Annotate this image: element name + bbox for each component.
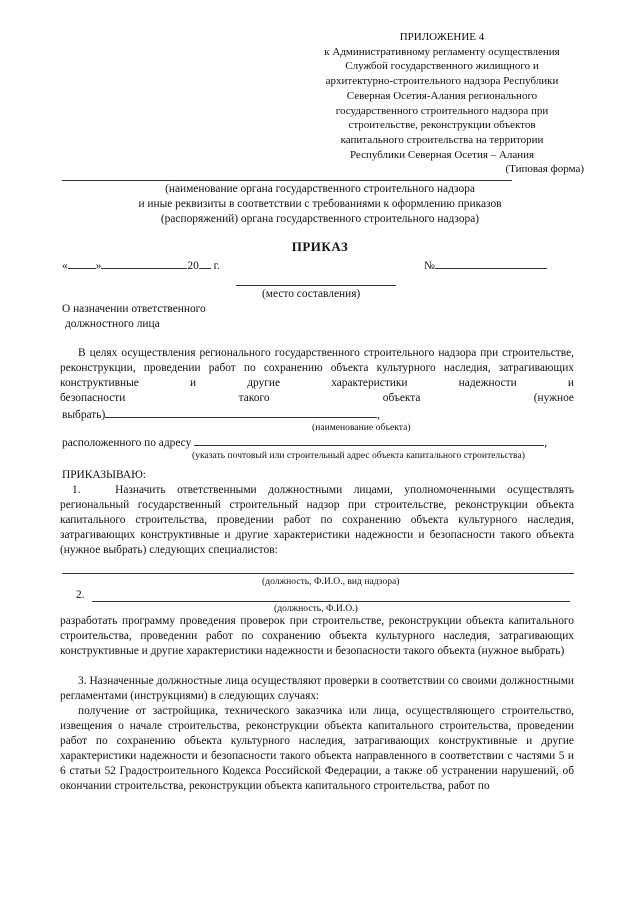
item1-paragraph — [60, 483, 574, 558]
subject-line: О назначении ответственного — [62, 303, 206, 315]
safety-word: объекта — [382, 392, 421, 404]
item1-text: Назначить ответственными должностными лицами, уполномоченными осуществлять региональный государственный строительный надзор при строительстве, реконструкции объекта капитального строительства, проведении работ по сохранению объекта культурного наследия, затрагивающих конструктивные и другие характеристики надежности и безопасности такого объекта (нужное выбрать) следующих специалистов: — [60, 484, 575, 556]
appendix-header — [300, 30, 584, 177]
intro-paragraph: В целях осуществления регионального государственного строительного надзора при строительстве, реконструкции, проведении работ по сохранению объекта культурного наследия, затрагивающих конструктивные и другие характеристики надежности и — [60, 347, 574, 389]
appendix-line: Службой государственного жилищного и — [345, 60, 539, 73]
place-caption: (место составления) — [262, 288, 361, 300]
order-title: ПРИКАЗ — [291, 239, 349, 254]
number-blank — [435, 257, 547, 269]
object-comma: , — [377, 409, 381, 421]
address-comma: , — [544, 437, 548, 449]
choose-label: выбрать) — [62, 409, 106, 421]
appendix-line: капитального строительства на территории — [340, 133, 544, 146]
appendix-line: к Административному регламенту осуществления — [324, 45, 560, 58]
item1-number: 1. — [72, 484, 81, 496]
order-number — [424, 257, 547, 274]
year-blank — [199, 257, 211, 269]
safety-word: такого — [238, 392, 270, 404]
year-prefix: 20 — [187, 260, 199, 272]
item2-caption: (должность, Ф.И.О.) — [274, 603, 358, 614]
order-subject — [62, 302, 206, 332]
place-line — [236, 285, 396, 286]
item3-text: 3. Назначенные должностные лица осуществляют проверки в соответствии со своими должностными регламентами (инструкциями) в следующих случаях: — [60, 675, 574, 702]
date-open-quote: « — [62, 260, 68, 272]
date-close-quote: » — [95, 260, 102, 272]
authority-line — [62, 180, 512, 181]
appendix-heading: ПРИЛОЖЕНИЕ 4 — [399, 31, 485, 43]
typical-form-label: (Типовая форма) — [505, 163, 584, 176]
address-label: расположенного по адресу — [62, 437, 192, 449]
item2-number: 2. — [76, 589, 85, 601]
appendix-line: государственного строительного надзора при — [335, 104, 549, 117]
item1-line — [62, 573, 574, 574]
item3-case: получение от застройщика, технического заказчика или лица, осуществляющего строительство, извещения о начале строительства, реконструкции объекта капитального строительства, проведении работ по сохранению объекта культурного наследия, затрагивающих конструктивные и другие характеристики надежности и безопасности такого объекта направленного в соответствии с частями 5 и 6 статьи 52 Градостроительного Кодекса Российской Федерации, а также об устранении нарушений, об окончании строительства, реконструкции объекта капитального строительства, работ по — [60, 705, 574, 792]
appendix-line: Республики Северная Осетия – Алания — [349, 148, 535, 161]
authority-caption-line: (распоряжений) органа государственного строительного надзора) — [160, 212, 480, 225]
appendix-line: строительстве, реконструкции объектов — [348, 119, 536, 132]
safety-line — [60, 391, 574, 406]
order-date — [62, 257, 220, 274]
year-suffix: г. — [213, 260, 220, 272]
authority-caption-line: и иные реквизиты в соответствии с требованиями к оформлению приказов — [138, 197, 502, 210]
object-blank — [105, 406, 377, 418]
day-blank — [68, 257, 96, 269]
subject-line: должностного лица — [65, 317, 160, 330]
number-sign: № — [424, 260, 435, 272]
item1-caption: (должность, Ф.И.О., вид надзора) — [262, 576, 400, 587]
safety-word: (нужное — [533, 392, 574, 404]
month-blank — [101, 257, 187, 269]
address-blank — [194, 434, 544, 446]
order-label: ПРИКАЗЫВАЮ: — [62, 469, 146, 481]
item2-text: разработать программу проведения проверок при строительстве, реконструкции объекта капитального строительства, проведении работ по сохранению объекта культурного наследия, затрагивающих конструктивные и другие характеристики надежности и безопасности такого объекта (нужное выбрать) — [60, 615, 574, 657]
authority-caption-line: (наименование органа государственного строительного надзора — [165, 183, 475, 195]
safety-word: безопасности — [60, 392, 126, 404]
object-caption: (наименование объекта) — [312, 422, 411, 433]
appendix-line: Северная Осетия-Алания регионального — [346, 89, 538, 102]
appendix-line: архитектурно-строительного надзора Республики — [325, 75, 559, 88]
authority-caption — [60, 182, 580, 227]
address-caption: (указать почтовый или строительный адрес объекта капитального строительства) — [192, 450, 525, 461]
